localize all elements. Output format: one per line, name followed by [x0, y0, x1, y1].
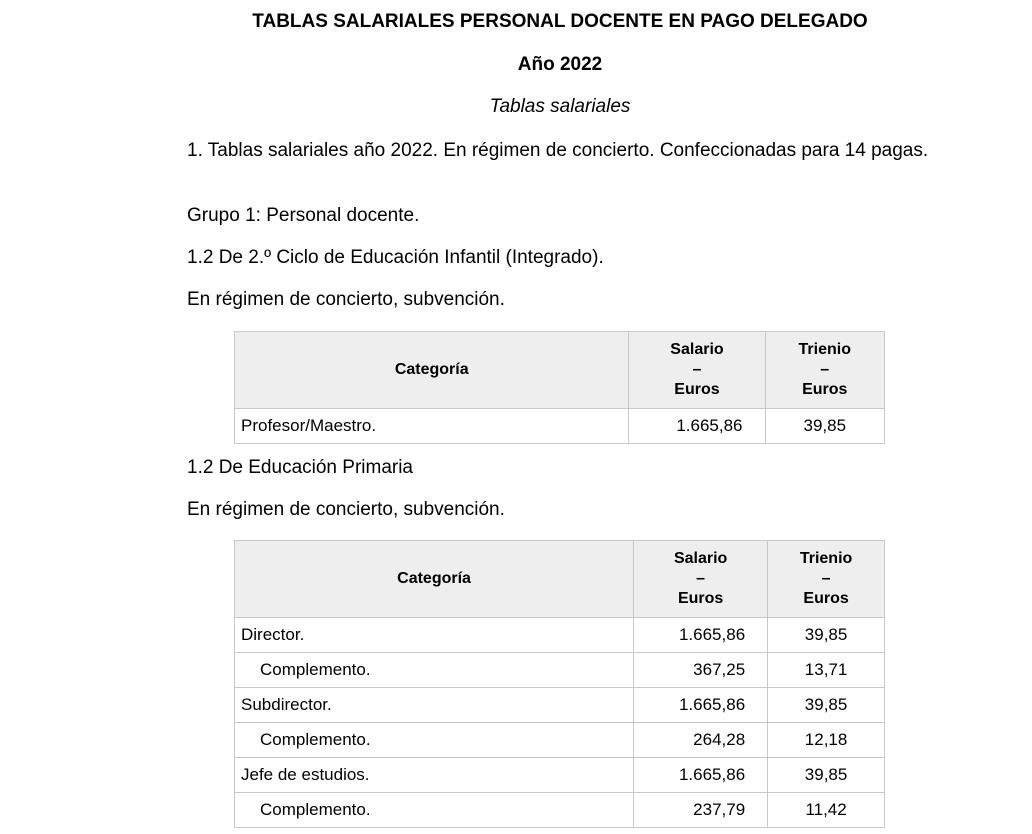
- category-cell: Complemento.: [235, 723, 634, 758]
- category-cell: Director.: [235, 618, 634, 653]
- category-cell: Subdirector.: [235, 688, 634, 723]
- salary-cell: 237,79: [634, 793, 768, 828]
- category-cell: Complemento.: [235, 653, 634, 688]
- table-row: [235, 758, 885, 793]
- category-cell: Complemento.: [235, 793, 634, 828]
- salary-cell: 1.665,86: [634, 618, 768, 653]
- salary-cell: 1.665,86: [634, 758, 768, 793]
- trienio-cell: 39,85: [768, 618, 885, 653]
- paragraph-1: 1. Tablas salariales año 2022. En régimen de concierto. Confeccionadas para 14 pagas.: [187, 140, 929, 161]
- table-row: [235, 688, 885, 723]
- header-salario: Salario – Euros: [629, 332, 765, 409]
- trienio-cell: 39,85: [768, 758, 885, 793]
- category-cell: Jefe de estudios.: [235, 758, 634, 793]
- subtitle: Tablas salariales: [489, 96, 631, 117]
- year-heading: Año 2022: [517, 54, 603, 75]
- salary-cell: 367,25: [634, 653, 768, 688]
- document-title: TABLAS SALARIALES PERSONAL DOCENTE EN PAGO DELEGADO: [252, 11, 868, 32]
- header-categoria: Categoría: [235, 332, 629, 409]
- trienio-cell: 12,18: [768, 723, 885, 758]
- header-trienio: Trienio – Euros: [765, 332, 884, 409]
- category-cell: Profesor/Maestro.: [235, 409, 629, 444]
- regime-text-2: En régimen de concierto, subvención.: [187, 499, 505, 520]
- table-row: [235, 793, 885, 828]
- trienio-cell: 11,42: [768, 793, 885, 828]
- trienio-cell: 39,85: [768, 688, 885, 723]
- salary-cell: 1.665,86: [634, 688, 768, 723]
- paragraph-group: Grupo 1: Personal docente.: [187, 205, 420, 226]
- trienio-cell: 39,85: [765, 409, 884, 444]
- regime-text-1: En régimen de concierto, subvención.: [187, 289, 505, 310]
- salary-table-infantil: [234, 331, 885, 444]
- table-row: [235, 618, 885, 653]
- trienio-cell: 13,71: [768, 653, 885, 688]
- salary-table-primaria: [234, 540, 885, 828]
- section-infantil: 1.2 De 2.º Ciclo de Educación Infantil (Integrado).: [187, 247, 604, 268]
- salary-cell: 264,28: [634, 723, 768, 758]
- table-row: [235, 409, 885, 444]
- header-salario: Salario – Euros: [634, 541, 768, 618]
- section-primaria: 1.2 De Educación Primaria: [187, 457, 413, 478]
- header-categoria: Categoría: [235, 541, 634, 618]
- salary-cell: 1.665,86: [629, 409, 765, 444]
- table-row: [235, 653, 885, 688]
- header-trienio: Trienio – Euros: [768, 541, 885, 618]
- table-row: [235, 723, 885, 758]
